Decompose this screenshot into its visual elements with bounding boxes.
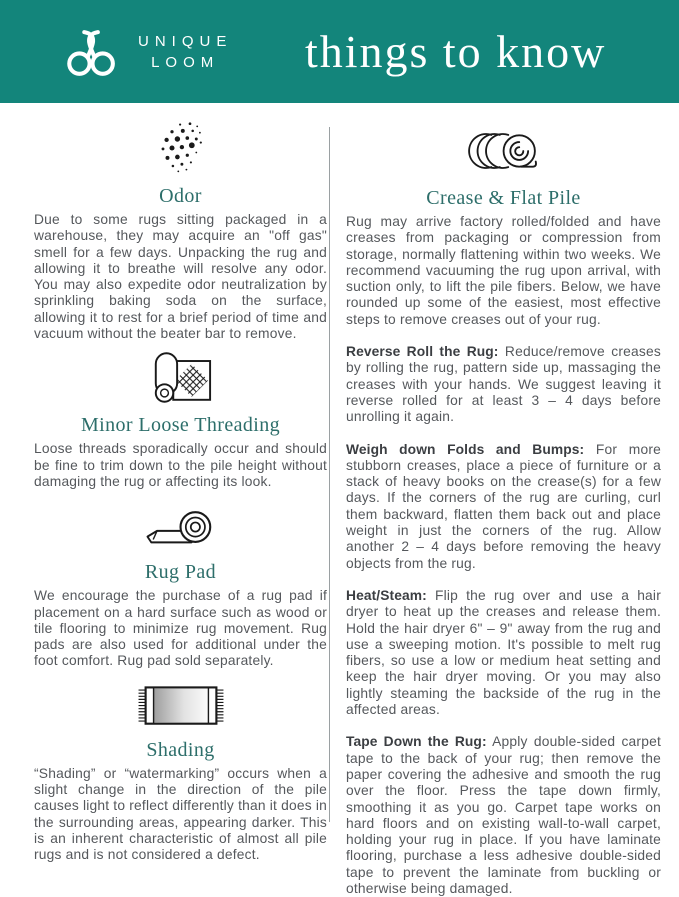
- section-heading-threading: Minor Loose Threading: [80, 414, 281, 437]
- tip-weigh-down: [346, 442, 661, 572]
- section-heading-rugpad: Rug Pad: [144, 561, 217, 584]
- rug-pad-roll-icon: [34, 505, 327, 556]
- right-column: [330, 119, 661, 896]
- tip-reverse-roll: [346, 344, 661, 425]
- left-column: [34, 119, 327, 863]
- brand-line1: UNIQUE: [138, 32, 233, 50]
- tip-tape-down-body: Apply double-sided carpet tape to the back of your rug; then remove the paper covering the adhesive and smooth the rug over the floor. Press the tape down firmly, smoothing it as you go. Carpet tape works on hard floors and on existing wall-to-wall carpet, holding your rug in place. If you have laminate flooring, purchase a less adhesive double-sided tape to prevent the laminate from buckling or otherwise being damaged.: [346, 734, 661, 896]
- brand-line2: LOOM: [151, 53, 220, 71]
- tip-heat-steam-body: Flip the rug over and use a hair dryer to heat up the creases and release them. Hold the hair dryer 6" – 9" away from the rug and use a sweeping motion. It's possible to melt rug fibers, so use a low or medium heat setting and keep the hair dryer moving. Or you may also lightly steaming the backside of the rug in the affected areas.: [346, 587, 661, 718]
- tip-weigh-down-body: For more stubborn creases, place a piece of furniture or a stack of heavy books on the crease(s) for a few days. If the corners of the rug are curling, curl them backward, flatten them back out and place weight in just the corners of the rug. Allow another 2 – 4 days before removing the heavy objects from the rug.: [346, 441, 661, 571]
- section-body-rugpad: We encourage the purchase of a rug pad if placement on a hard surface such as wood or tile flooring to minimize rug movement. Rug pads are also used for additional under the foot comfort. Rug pad sold separately.: [34, 588, 327, 669]
- section-rug-pad: [34, 505, 327, 669]
- section-heading-shading: Shading: [146, 738, 215, 761]
- tip-reverse-roll-label: Reverse Roll the Rug:: [346, 344, 499, 360]
- brand-wordmark: [138, 31, 232, 73]
- content-area: [0, 103, 679, 896]
- tip-tape-down-label: Tape Down the Rug:: [346, 734, 487, 750]
- tip-weigh-down-label: Weigh down Folds and Bumps:: [346, 441, 585, 457]
- brand-block: [62, 26, 232, 78]
- fringed-rug-shading-icon: [34, 683, 327, 734]
- header-banner: [0, 0, 679, 103]
- unique-loom-logo-icon: [62, 26, 124, 78]
- section-shading: [34, 683, 327, 864]
- section-crease-flat-pile: [346, 129, 661, 897]
- section-heading-odor: Odor: [159, 185, 202, 207]
- section-body-odor: Due to some rugs sitting packaged in a warehouse, they may acquire an "off gas" smell for a few days. Unpacking the rug and allowing it to breathe will resolve any odor. You may also expedite odor neutralization by sprinkling baking soda on the surface, allowing it to rest for a brief period of time and vacuum without the beater bar to remove.: [34, 212, 327, 342]
- tip-heat-steam: [346, 588, 661, 718]
- rolled-rug-crosshatch-icon: [34, 351, 327, 409]
- odor-dots-icon: [34, 121, 327, 180]
- tip-heat-steam-label: Heat/Steam:: [346, 587, 427, 603]
- section-minor-loose-threading: [34, 351, 327, 490]
- section-body-threading: Loose threads sporadically occur and should be fine to trim down to the pile height without damaging the rug or affecting its look.: [34, 441, 327, 489]
- rolled-rug-spiral-icon: [346, 129, 661, 178]
- section-body-shading: “Shading” or “watermarking” occurs when a slight change in the direction of the pile causes light to reflect differently than it does in the surrounding areas, appearing darker. This is an inherent characteristic of almost all pile rugs and is not considered a defect.: [34, 765, 327, 863]
- section-odor: [34, 121, 327, 342]
- section-intro-crease: Rug may arrive factory rolled/folded and have creases from packaging or compression from storage, normally flattening within two weeks. We recommend vacuuming the rug upon arrival, with suction only, to lift the pile fibers. Below, we have rounded up some of the easiest, most effective steps to remove creases out of your rug.: [346, 214, 661, 327]
- section-heading-crease: Crease & Flat Pile: [426, 187, 581, 209]
- page-title: things to know: [304, 26, 607, 77]
- tip-reverse-roll-body: Reduce/remove creases by rolling the rug, pattern side up, massaging the creases with your hands. We suggest leaving it reverse rolled for at least 3 – 4 days before unrolling it again.: [346, 344, 661, 425]
- tip-tape-down: [346, 734, 661, 897]
